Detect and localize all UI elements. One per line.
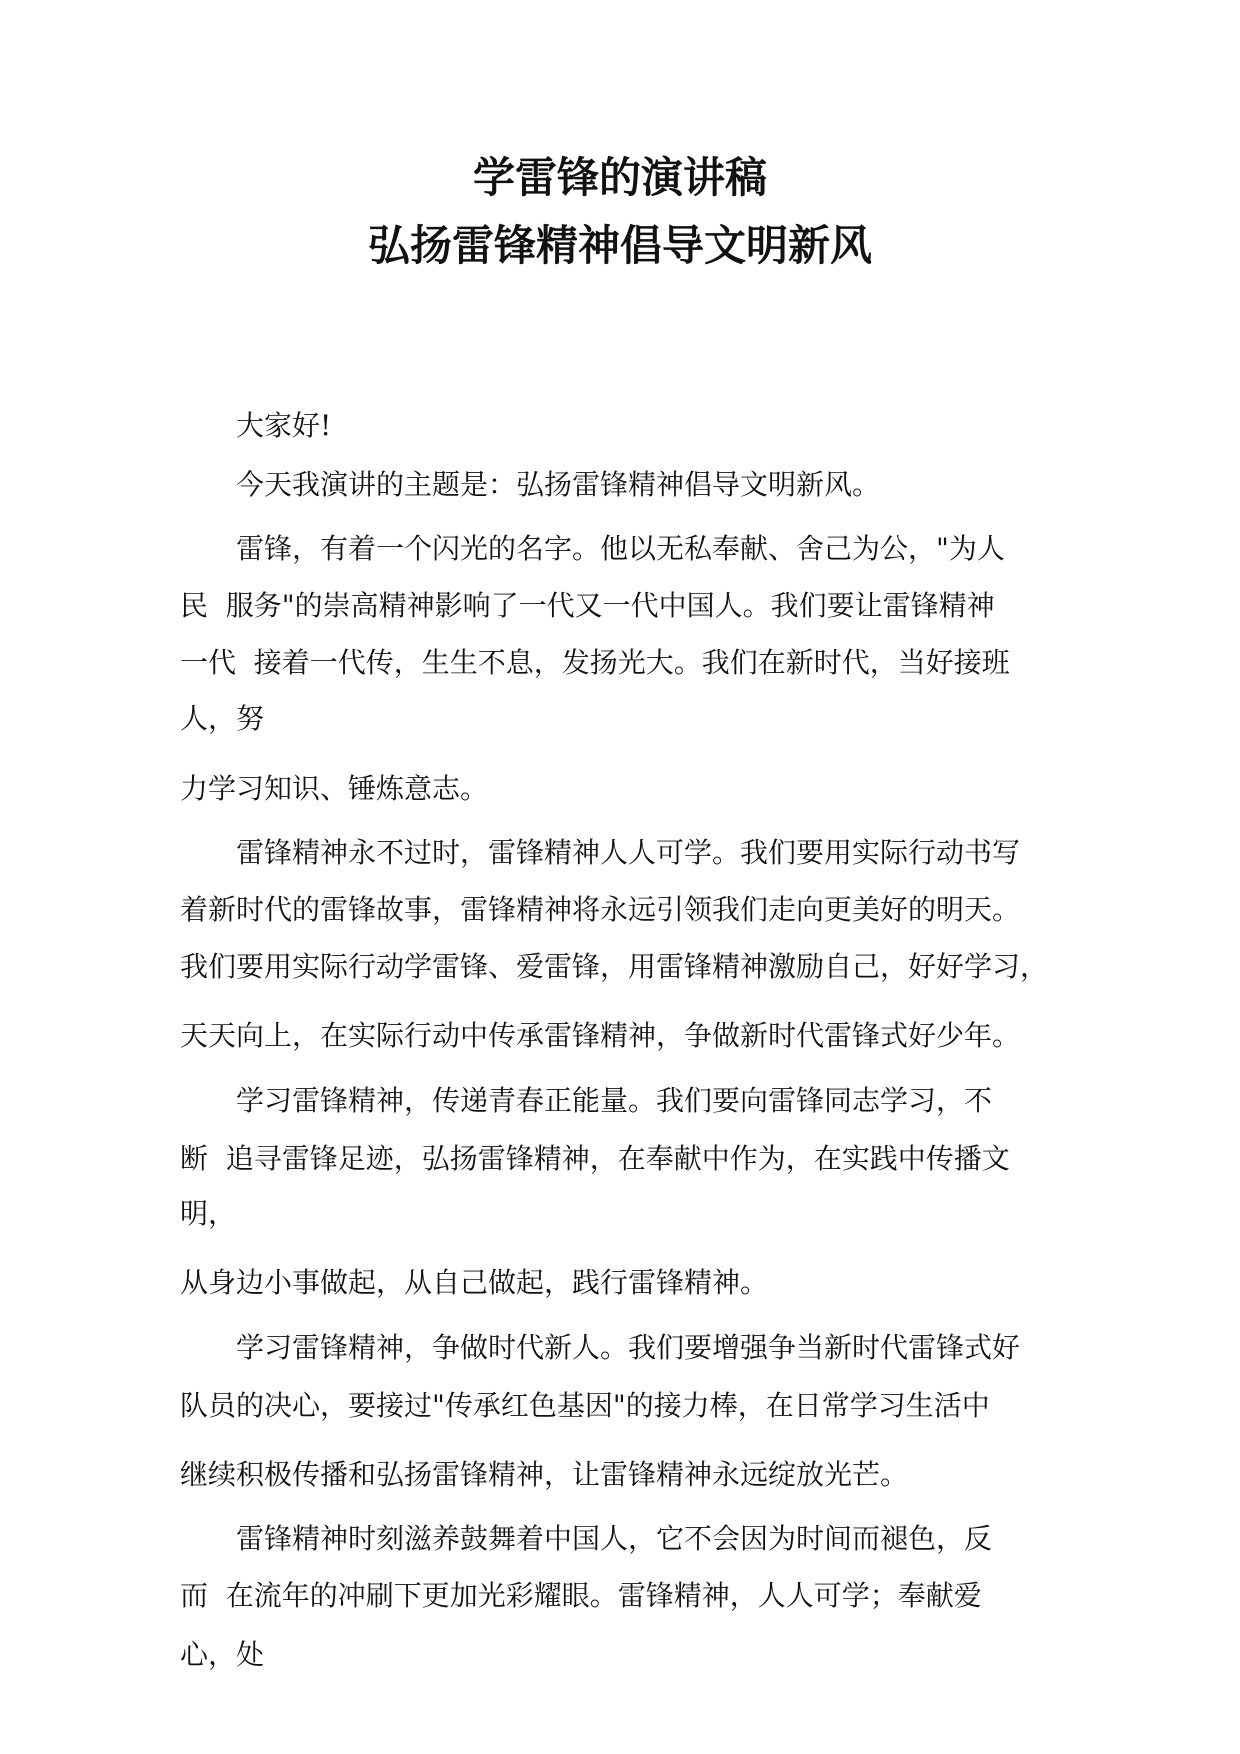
- text-line: 从身边小事做起，从自己做起，践行雷锋精神。: [180, 1266, 769, 1299]
- text-line: 学习雷锋精神，传递青春正能量。我们要向雷锋同志学习，不: [236, 1084, 993, 1117]
- text-line: 力学习知识、锤炼意志。: [180, 772, 489, 805]
- text-line: 学习雷锋精神，争做时代新人。我们要增强争当新时代雷锋式好: [236, 1331, 1021, 1364]
- document-title: 学雷锋的演讲稿: [472, 153, 767, 202]
- text-line: 雷锋精神永不过时，雷锋精神人人可学。我们要用实际行动书写: [236, 836, 1021, 869]
- text-line: 民 服务"的崇高精神影响了一代又一代中国人。我们要让雷锋精神: [180, 589, 995, 622]
- text-line: 心，处: [180, 1638, 265, 1671]
- text-line: 大家好!: [236, 409, 332, 442]
- text-line: 我们要用实际行动学雷锋、爱雷锋，用雷锋精神激励自己，好好学习，: [180, 950, 1049, 983]
- text-line: 队员的决心，要接过"传承红色基因"的接力棒，在日常学习生活中: [180, 1389, 990, 1422]
- text-line: 明，: [180, 1197, 237, 1230]
- text-line: 人，努: [180, 702, 265, 735]
- text-line: 雷锋，有着一个闪光的名字。他以无私奉献、舍己为公，"为人: [236, 532, 1005, 565]
- text-line: 继续积极传播和弘扬雷锋精神，让雷锋精神永远绽放光芒。: [180, 1458, 909, 1491]
- text-line: 着新时代的雷锋故事，雷锋精神将永远引领我们走向更美好的明天。: [180, 893, 1021, 926]
- text-line: 而 在流年的冲刷下更加光彩耀眼。雷锋精神，人人可学；奉献爱: [180, 1579, 982, 1612]
- text-line: 断 追寻雷锋足迹，弘扬雷锋精神，在奉献中作为，在实践中传播文: [180, 1142, 1010, 1175]
- document-subtitle: 弘扬雷锋精神倡导文明新风: [367, 221, 872, 270]
- text-line: 天天向上，在实际行动中传承雷锋精神，争做新时代雷锋式好少年。: [180, 1019, 1021, 1052]
- text-line: 雷锋精神时刻滋养鼓舞着中国人，它不会因为时间而褪色，反: [236, 1522, 993, 1555]
- text-line: 今天我演讲的主题是：弘扬雷锋精神倡导文明新风。: [236, 468, 881, 501]
- text-line: 一代 接着一代传，生生不息，发扬光大。我们在新时代，当好接班: [180, 646, 1010, 679]
